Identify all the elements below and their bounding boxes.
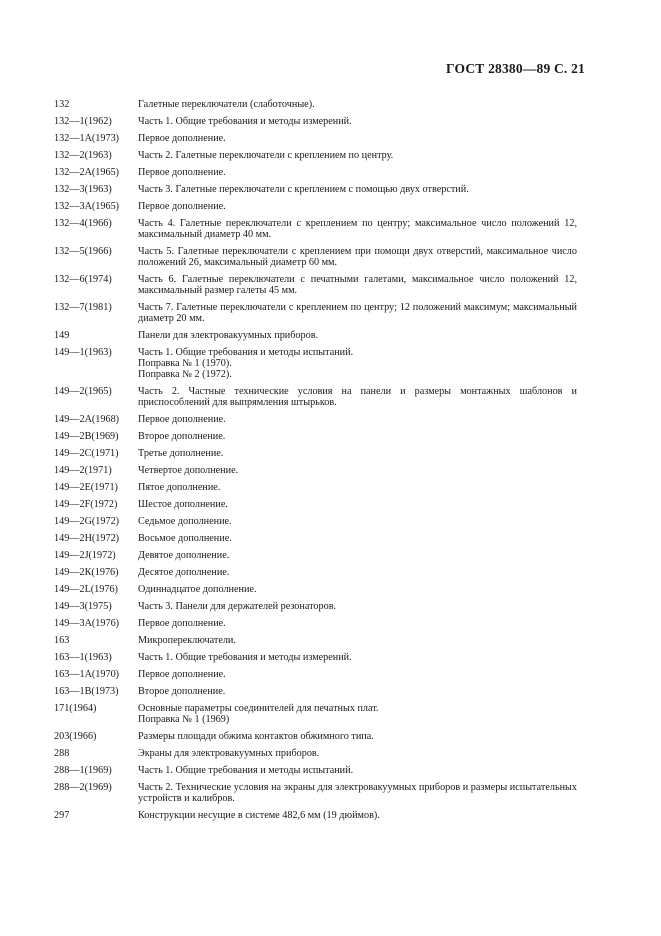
standard-number: 203(1966) (54, 731, 97, 742)
title-line: Первое дополнение. (138, 201, 226, 212)
standard-title (138, 782, 577, 804)
standard-number: 288—1(1969) (54, 765, 112, 776)
title-line: Поправка № 1 (1970). (138, 358, 232, 369)
list-item (54, 347, 577, 380)
title-line: Второе дополнение. (138, 431, 226, 442)
list-item (54, 99, 577, 110)
standard-number: 163—1(1963) (54, 652, 112, 663)
title-line: Второе дополнение. (138, 686, 226, 697)
list-item (54, 782, 577, 804)
standard-number: 149—1(1963) (54, 347, 112, 358)
title-line: Поправка № 1 (1969) (138, 714, 230, 725)
list-item (54, 601, 577, 612)
list-item (54, 465, 577, 476)
list-item (54, 686, 577, 697)
standard-title (138, 201, 577, 212)
list-item (54, 431, 577, 442)
list-item (54, 201, 577, 212)
standard-number: 132—7(1981) (54, 302, 112, 313)
title-line: Десятое дополнение. (138, 567, 230, 578)
list-item (54, 584, 577, 595)
standard-title (138, 550, 577, 561)
standard-title (138, 330, 577, 341)
standard-number: 132—5(1966) (54, 246, 112, 257)
title-line: Восьмое дополнение. (138, 533, 232, 544)
title-line: Одиннадцатое дополнение. (138, 584, 257, 595)
list-item (54, 386, 577, 408)
standard-number: 297 (54, 810, 70, 821)
list-item (54, 567, 577, 578)
standard-title (138, 133, 577, 144)
list-item (54, 274, 577, 296)
title-line: Часть 5. Галетные переключатели с креплением при помощи двух отверстий, максимальное число положений 26, максимальный диаметр 60 мм. (138, 246, 577, 268)
standard-title (138, 567, 577, 578)
title-line: Поправка № 2 (1972). (138, 369, 232, 380)
standard-title (138, 347, 577, 380)
standard-title (138, 499, 577, 510)
title-line: Часть 1. Общие требования и методы измерений. (138, 116, 352, 127)
standard-title (138, 686, 577, 697)
list-item (54, 218, 577, 240)
standard-number: 149—2(1965) (54, 386, 112, 397)
standard-number: 132 (54, 99, 70, 110)
standard-title (138, 482, 577, 493)
standards-list (54, 99, 577, 827)
standard-number: 163 (54, 635, 70, 646)
title-line: Галетные переключатели (слаботочные). (138, 99, 315, 110)
standard-title (138, 703, 577, 725)
standard-number: 149—2(1971) (54, 465, 112, 476)
list-item (54, 167, 577, 178)
standard-title (138, 765, 577, 776)
standard-title (138, 414, 577, 425)
list-item (54, 330, 577, 341)
standard-number: 149 (54, 330, 70, 341)
title-line: Часть 1. Общие требования и методы испытаний. (138, 765, 354, 776)
list-item (54, 635, 577, 646)
standard-title (138, 584, 577, 595)
standard-number: 132—2(1963) (54, 150, 112, 161)
standard-number: 149—2А(1968) (54, 414, 120, 425)
standard-number: 132—3А(1965) (54, 201, 120, 212)
title-line: Четвертое дополнение. (138, 465, 239, 476)
title-line: Седьмое дополнение. (138, 516, 232, 527)
standard-number: 149—2В(1969) (54, 431, 119, 442)
title-line: Часть 2. Галетные переключатели с креплением по центру. (138, 150, 394, 161)
title-line: Часть 4. Галетные переключатели с креплением по центру; максимальное число положений 12, максимальный диаметр 40 мм. (138, 218, 577, 240)
standard-number: 149—3А(1976) (54, 618, 120, 629)
standard-title (138, 218, 577, 240)
title-line: Первое дополнение. (138, 618, 226, 629)
standard-title (138, 386, 577, 408)
standard-number: 149—2F(1972) (54, 499, 118, 510)
title-line: Основные параметры соединителей для печатных плат. (138, 703, 379, 714)
standard-number: 163—1А(1970) (54, 669, 120, 680)
title-line: Первое дополнение. (138, 133, 226, 144)
title-line: Микропереключатели. (138, 635, 236, 646)
standard-title (138, 448, 577, 459)
standard-title (138, 748, 577, 759)
standard-number: 149—2К(1976) (54, 567, 119, 578)
list-item (54, 669, 577, 680)
title-line: Часть 1. Общие требования и методы измерений. (138, 652, 352, 663)
standard-number: 132—1(1962) (54, 116, 112, 127)
list-item (54, 150, 577, 161)
standard-title (138, 116, 577, 127)
standard-title (138, 465, 577, 476)
title-line: Часть 7. Галетные переключатели с креплением по центру; 12 положений максимум; максимальный диаметр 20 мм. (138, 302, 577, 324)
list-item (54, 618, 577, 629)
title-line: Девятое дополнение. (138, 550, 230, 561)
list-item (54, 499, 577, 510)
title-line: Конструкции несущие в системе 482,6 мм (19 дюймов). (138, 810, 380, 821)
standard-number: 149—2С(1971) (54, 448, 119, 459)
title-line: Пятое дополнение. (138, 482, 221, 493)
standard-title (138, 184, 577, 195)
standard-number: 132—2А(1965) (54, 167, 120, 178)
title-line: Первое дополнение. (138, 669, 226, 680)
list-item (54, 246, 577, 268)
standard-title (138, 669, 577, 680)
standard-title (138, 516, 577, 527)
title-line: Часть 6. Галетные переключатели с печатными галетами, максимальное число положений 12, максимальный размер галеты 45 мм. (138, 274, 577, 296)
list-item (54, 533, 577, 544)
standard-title (138, 652, 577, 663)
list-item (54, 302, 577, 324)
standard-title (138, 618, 577, 629)
list-item (54, 133, 577, 144)
standard-title (138, 731, 577, 742)
list-item (54, 731, 577, 742)
page-header: ГОСТ 28380—89 С. 21 (446, 61, 585, 76)
list-item (54, 652, 577, 663)
title-line: Первое дополнение. (138, 414, 226, 425)
title-line: Третье дополнение. (138, 448, 224, 459)
list-item (54, 482, 577, 493)
standard-number: 149—2J(1972) (54, 550, 116, 561)
list-item (54, 810, 577, 821)
list-item (54, 550, 577, 561)
list-item (54, 765, 577, 776)
title-line: Экраны для электровакуумных приборов. (138, 748, 320, 759)
standard-title (138, 167, 577, 178)
title-line: Первое дополнение. (138, 167, 226, 178)
standard-number: 132—4(1966) (54, 218, 112, 229)
standard-title (138, 601, 577, 612)
standard-number: 132—3(1963) (54, 184, 112, 195)
title-line: Панели для электровакуумных приборов. (138, 330, 319, 341)
standard-title (138, 99, 577, 110)
standard-title (138, 302, 577, 324)
standard-number: 132—6(1974) (54, 274, 112, 285)
list-item (54, 516, 577, 527)
standard-title (138, 810, 577, 821)
standard-number: 288 (54, 748, 70, 759)
standard-number: 163—1В(1973) (54, 686, 119, 697)
list-item (54, 448, 577, 459)
standard-title (138, 533, 577, 544)
standard-number: 288—2(1969) (54, 782, 112, 793)
standard-title (138, 274, 577, 296)
title-line: Часть 2. Частные технические условия на панели и размеры монтажных шаблонов и приспособлений для выпрямления штырьков. (138, 386, 577, 408)
standard-number: 171(1964) (54, 703, 97, 714)
standard-number: 149—2L(1976) (54, 584, 118, 595)
title-line: Размеры площади обжима контактов обжимного типа. (138, 731, 374, 742)
list-item (54, 414, 577, 425)
list-item (54, 748, 577, 759)
standard-title (138, 246, 577, 268)
standard-title (138, 635, 577, 646)
list-item (54, 184, 577, 195)
standard-number: 149—2Н(1972) (54, 533, 120, 544)
standard-number: 149—2Е(1971) (54, 482, 118, 493)
standard-title (138, 431, 577, 442)
standard-number: 132—1А(1973) (54, 133, 120, 144)
title-line: Шестое дополнение. (138, 499, 228, 510)
standard-number: 149—2G(1972) (54, 516, 120, 527)
title-line: Часть 1. Общие требования и методы испытаний. (138, 347, 354, 358)
standard-title (138, 150, 577, 161)
title-line: Часть 3. Панели для держателей резонаторов. (138, 601, 337, 612)
title-line: Часть 2. Технические условия на экраны для электровакуумных приборов и размеры испытательных устройств и калибров. (138, 782, 577, 804)
title-line: Часть 3. Галетные переключатели с креплением с помощью двух отверстий. (138, 184, 469, 195)
list-item (54, 703, 577, 725)
standard-number: 149—3(1975) (54, 601, 112, 612)
list-item (54, 116, 577, 127)
